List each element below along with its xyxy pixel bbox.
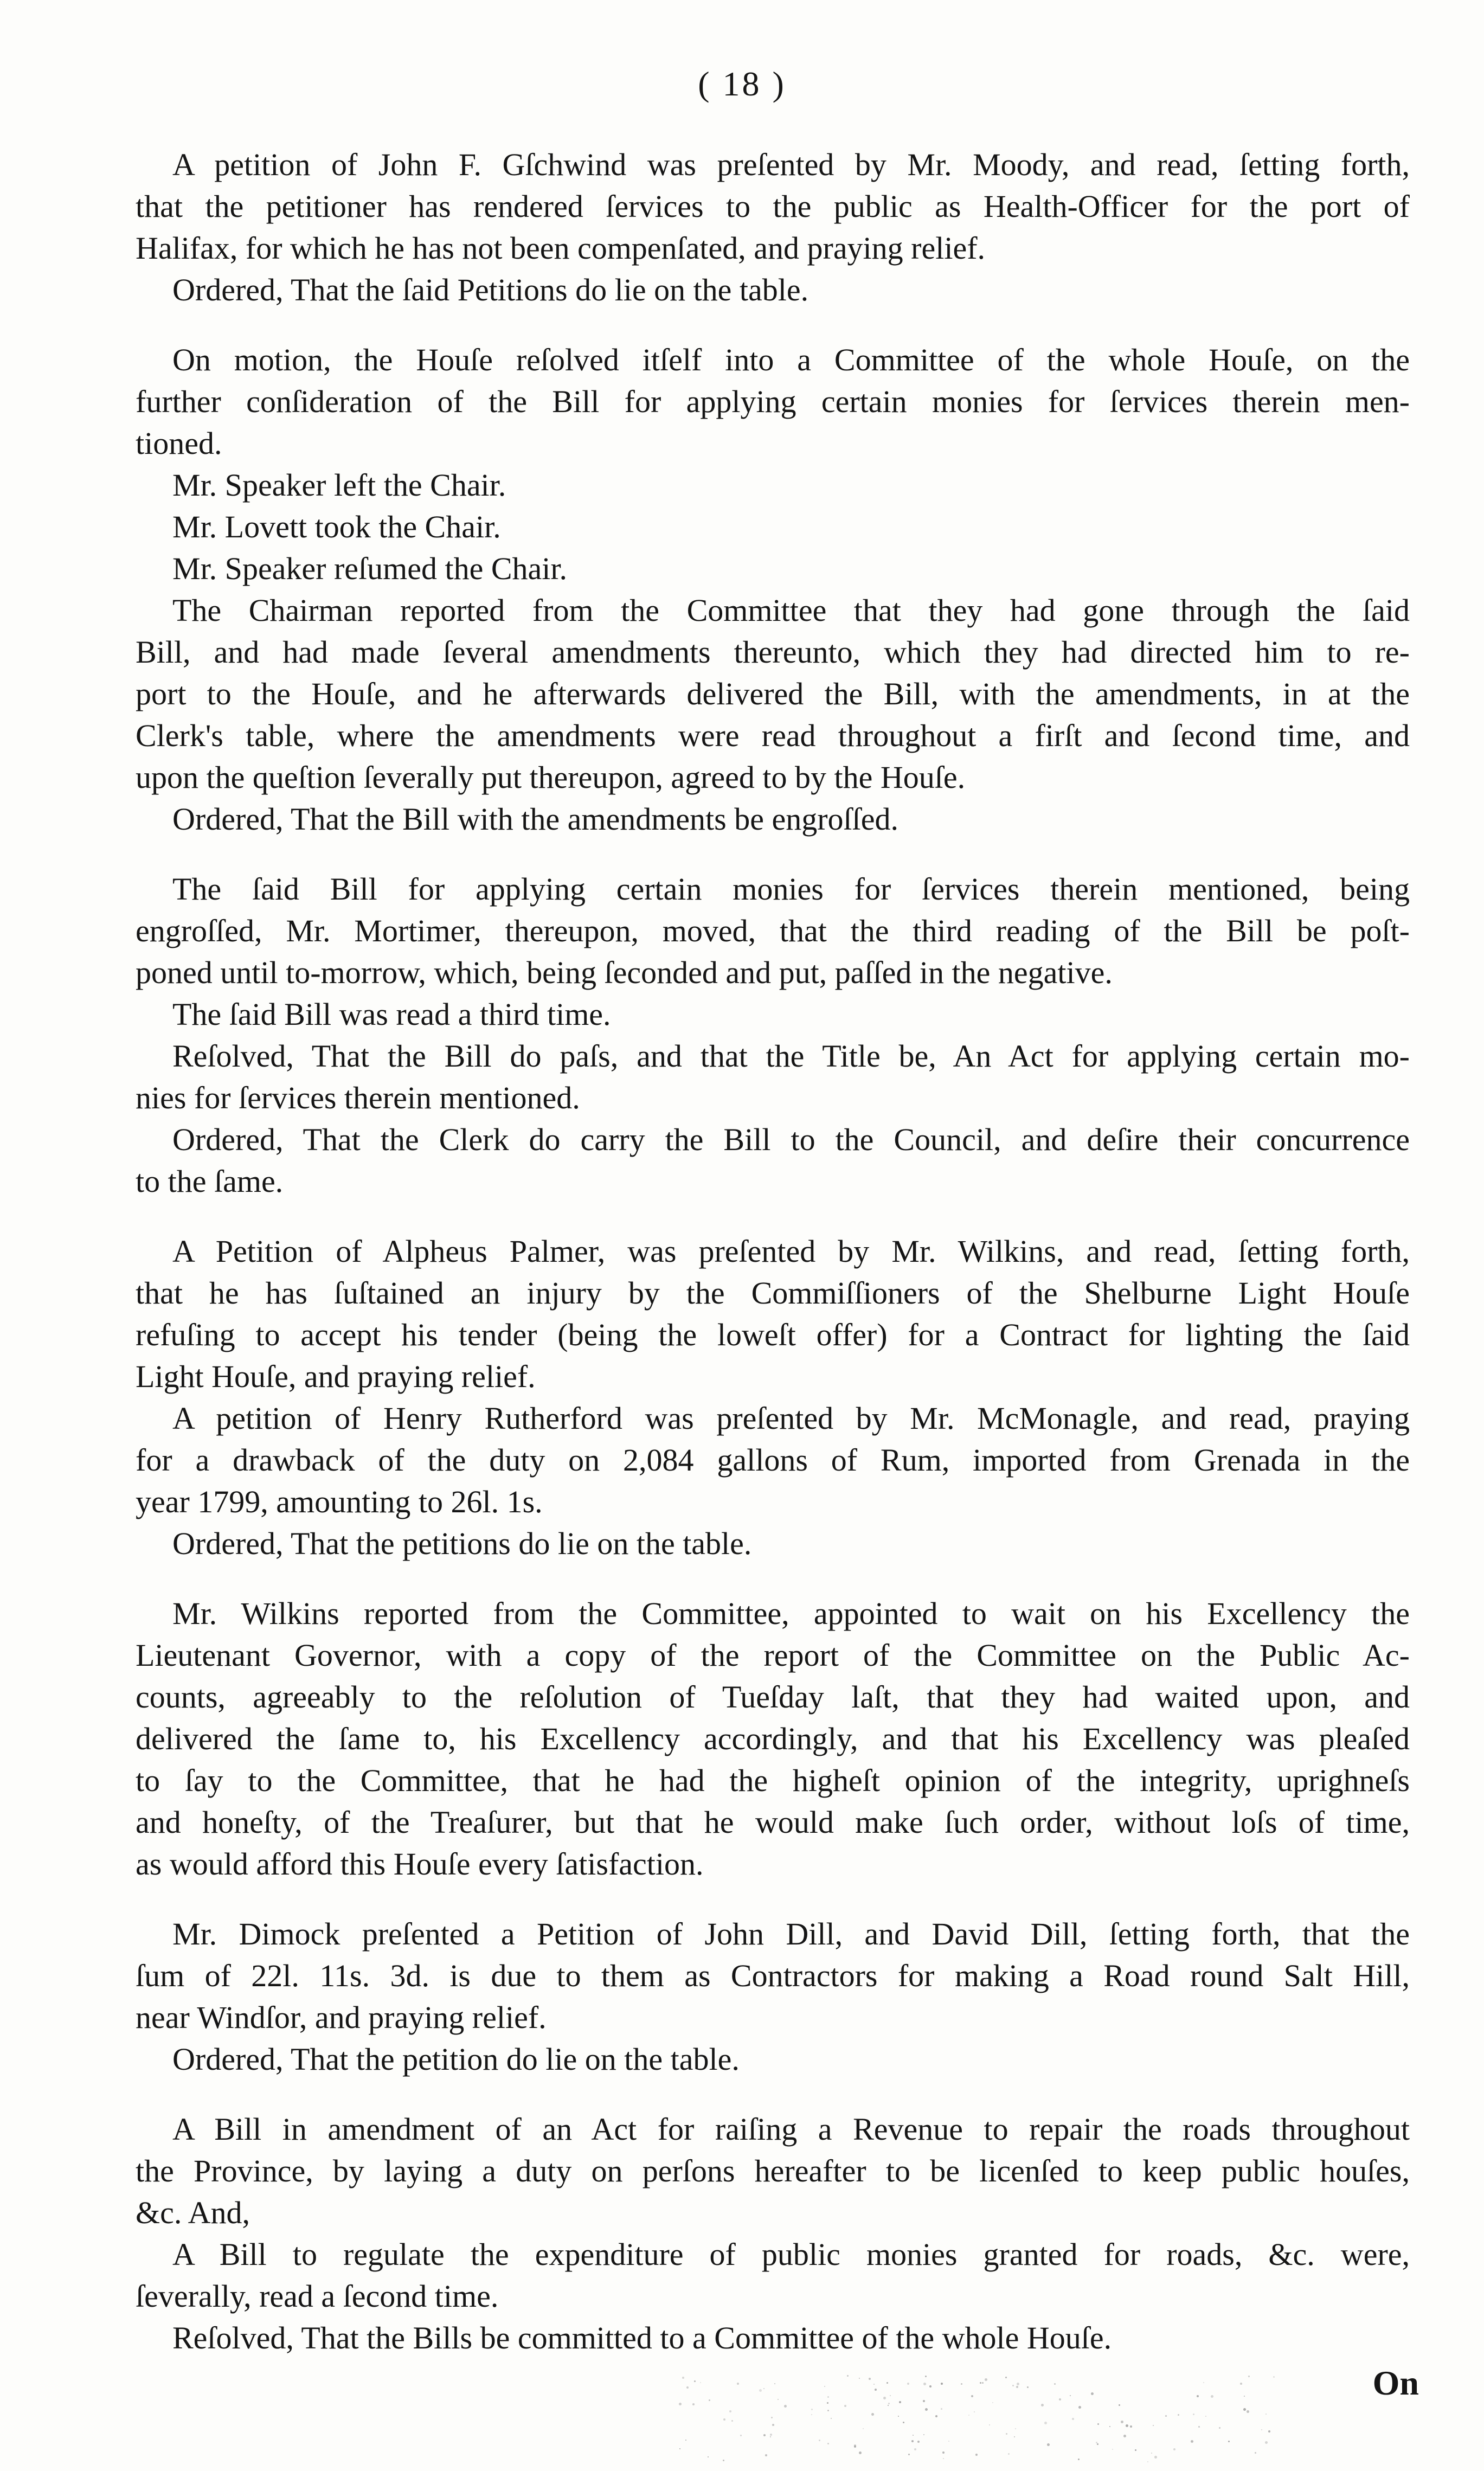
text-line: Ordered, That the petitions do lie on the table.	[172, 1526, 752, 1561]
speck	[903, 2422, 904, 2423]
speck	[763, 2434, 766, 2436]
text-line: Ordered, That the ſaid Petitions do lie on the table.	[172, 272, 809, 307]
speck	[778, 2399, 779, 2400]
paragraph	[136, 1593, 1410, 1885]
speck	[859, 2451, 862, 2454]
speck	[1165, 2415, 1167, 2417]
speck	[1154, 2456, 1157, 2459]
speck	[971, 2395, 973, 2397]
speck	[1096, 2442, 1097, 2443]
paragraph	[136, 506, 1410, 548]
speck	[917, 2441, 920, 2443]
speck	[871, 2413, 874, 2416]
catch-word: On	[1372, 2364, 1419, 2402]
paragraph	[136, 1397, 1410, 1523]
paragraph	[136, 868, 1410, 993]
speck	[859, 2378, 860, 2379]
speck	[992, 2402, 993, 2403]
speck	[888, 2405, 889, 2406]
speck	[679, 2448, 680, 2449]
speck	[1005, 2377, 1007, 2378]
speck	[1205, 2416, 1206, 2417]
speck	[1017, 2383, 1019, 2385]
speck	[1211, 2395, 1213, 2398]
text-line: nies for ſervices therein mentioned.	[136, 1080, 580, 1115]
page-number: ( 18 )	[698, 65, 786, 103]
paragraph	[136, 339, 1410, 464]
paragraph	[136, 548, 1410, 589]
text-line: A petition of Henry Rutherford was preſented by Mr. McMonagle, and read, praying	[172, 1401, 1410, 1436]
speck	[1054, 2383, 1056, 2385]
speck	[847, 2375, 849, 2377]
text-line: further conſideration of the Bill for applying certain monies for ſervices therein men-	[136, 384, 1410, 419]
text-line: A Bill in amendment of an Act for raiſing a Revenue to repair the roads throughout	[172, 2111, 1410, 2147]
speck	[1173, 2448, 1175, 2450]
speck	[968, 2415, 969, 2416]
speck	[682, 2377, 684, 2379]
speck	[772, 2424, 774, 2426]
paragraph	[136, 2108, 1410, 2233]
text-line: poned until to-morrow, which, being ſeconded and put, paſſed in the negative.	[136, 955, 1113, 990]
text-line: Halifax, for which he has not been compenſated, and praying relief.	[136, 230, 986, 266]
speck	[771, 2417, 773, 2418]
text-line: Reſolved, That the Bills be committed to a Committee of the whole Houſe.	[172, 2320, 1112, 2356]
text-line: near Windſor, and praying relief.	[136, 2000, 547, 2035]
speck	[811, 2414, 812, 2415]
speck	[1097, 2443, 1098, 2445]
speck	[907, 2383, 909, 2385]
speck	[1191, 2440, 1193, 2443]
speck	[1119, 2404, 1120, 2406]
speck	[1047, 2443, 1050, 2446]
paragraph	[136, 1035, 1410, 1119]
paragraph	[136, 1523, 1410, 1564]
speck	[1109, 2426, 1110, 2427]
speck	[899, 2401, 901, 2403]
speck	[1240, 2383, 1242, 2385]
speck	[1027, 2386, 1029, 2388]
speck	[925, 2376, 927, 2377]
text-line: The ſaid Bill was read a third time.	[172, 997, 611, 1032]
speck	[1014, 2436, 1015, 2437]
text-line: to the ſame.	[136, 1164, 284, 1199]
text-line: for a drawback of the duty on 2,084 gallons of Rum, imported from Grenada in the	[136, 1442, 1410, 1478]
text-line: Mr. Speaker left the Chair.	[172, 467, 506, 503]
speck	[1135, 2449, 1136, 2451]
speck	[827, 2443, 829, 2444]
speck	[784, 2405, 787, 2408]
text-line: A petition of John F. Gſchwind was preſented by Mr. Moody, and read, ſetting forth,	[172, 147, 1410, 182]
text-line: Ordered, That the petition do lie on the table.	[172, 2042, 740, 2077]
speck	[827, 2396, 829, 2398]
text-line: A Bill to regulate the expenditure of public monies granted for roads, &c. were,	[172, 2237, 1410, 2272]
speck	[709, 2399, 710, 2401]
speck	[731, 2420, 733, 2422]
speck	[982, 2382, 984, 2384]
speck	[737, 2383, 739, 2385]
paragraph	[136, 1913, 1410, 2038]
speck	[1072, 2418, 1074, 2420]
speck	[1261, 2429, 1262, 2430]
speck	[1130, 2425, 1132, 2428]
speck	[1244, 2396, 1245, 2397]
speck	[898, 2416, 899, 2417]
text-line: ſum of 22l. 11s. 3d. is due to them as Contractors for making a Road round Salt Hill,	[136, 1958, 1410, 1993]
text-line: Ordered, That the Clerk do carry the Bill to the Council, and deſire their concurrence	[172, 1122, 1410, 1157]
speck	[925, 2408, 928, 2411]
speck	[961, 2383, 962, 2385]
text-line: port to the Houſe, and he afterwards delivered the Bill, with the amendments, in at the	[136, 676, 1410, 711]
speck	[1265, 2441, 1268, 2444]
speck	[1097, 2423, 1099, 2425]
speck	[685, 2440, 686, 2441]
speck	[980, 2382, 981, 2384]
speck	[1078, 2459, 1080, 2460]
speck	[929, 2385, 931, 2387]
speck	[989, 2424, 990, 2425]
speck	[923, 2400, 925, 2402]
speck	[1121, 2421, 1123, 2423]
speck	[975, 2454, 978, 2456]
speck	[1203, 2382, 1204, 2383]
paragraph	[136, 1119, 1410, 1202]
speck	[888, 2403, 890, 2404]
text-line: engroſſed, Mr. Mortimer, thereupon, moved, that the third reading of the Bill be poſt-	[136, 913, 1410, 948]
speck	[890, 2395, 891, 2396]
speck	[700, 2382, 701, 2383]
speck	[923, 2383, 926, 2385]
speck	[1153, 2425, 1154, 2426]
paragraph	[136, 589, 1410, 798]
document-body	[136, 144, 1410, 2359]
speck	[723, 2418, 725, 2421]
speck	[831, 2418, 832, 2419]
speck	[941, 2408, 942, 2410]
speck	[1044, 2422, 1047, 2424]
speck	[985, 2378, 987, 2381]
speck	[1255, 2452, 1256, 2454]
speck	[886, 2382, 888, 2384]
speck	[759, 2389, 762, 2392]
speck	[1015, 2428, 1016, 2429]
speck	[765, 2454, 767, 2456]
speck	[1268, 2430, 1270, 2433]
text-line: Mr. Speaker reſumed the Chair.	[172, 551, 568, 586]
speck	[1265, 2414, 1267, 2415]
speck	[844, 2405, 846, 2407]
text-line: Mr. Wilkins reported from the Committee, appointed to wait on his Excellency the	[172, 1596, 1410, 1631]
speck	[883, 2397, 886, 2399]
speck	[1078, 2406, 1081, 2409]
speck	[1228, 2441, 1230, 2442]
speck	[923, 2434, 924, 2435]
speck	[1243, 2408, 1246, 2411]
text-line: year 1799, amounting to 26l. 1s.	[136, 1484, 543, 1519]
paragraph	[136, 144, 1410, 269]
speck	[770, 2436, 771, 2437]
speck	[1041, 2404, 1044, 2406]
text-line: refuſing to accept his tender (being the loweſt offer) for a Contract for lighting the ſaid	[136, 1317, 1410, 1352]
speck	[1123, 2435, 1126, 2437]
speck	[770, 2434, 772, 2436]
speck	[1247, 2410, 1249, 2413]
speck	[692, 2403, 695, 2405]
paragraph	[136, 269, 1410, 311]
speck	[935, 2415, 937, 2417]
text-line: Mr. Lovett took the Chair.	[172, 509, 501, 544]
speck	[908, 2454, 910, 2455]
speck	[1248, 2376, 1250, 2377]
speck	[913, 2435, 914, 2436]
speck	[943, 2458, 944, 2459]
speck	[827, 2402, 828, 2404]
speck	[941, 2383, 943, 2385]
speck	[911, 2440, 914, 2442]
speck	[708, 2456, 709, 2457]
text-line: tioned.	[136, 426, 222, 461]
speck	[1059, 2398, 1061, 2401]
speck	[863, 2428, 864, 2429]
paragraph	[136, 2317, 1410, 2359]
text-line: upon the queſtion ſeverally put thereupon, agreed to by the Houſe.	[136, 760, 966, 795]
text-line: Reſolved, That the Bill do paſs, and that the Title be, An Act for applying certain mo-	[172, 1038, 1410, 1074]
speck	[740, 2435, 742, 2436]
speck	[1219, 2427, 1220, 2429]
speck	[686, 2386, 689, 2389]
text-line: &c. And,	[136, 2195, 250, 2230]
speck	[942, 2451, 945, 2454]
speck	[824, 2386, 825, 2387]
speck	[869, 2378, 871, 2380]
speck	[774, 2383, 775, 2384]
text-line: The ſaid Bill for applying certain monies for ſervices therein mentioned, being	[172, 871, 1410, 907]
text-line: Bill, and had made ſeveral amendments thereunto, which they had directed him to re-	[136, 634, 1410, 670]
text-line: that he has ſuſtained an injury by the Commiſſioners of the Shelburne Light Houſe	[136, 1275, 1410, 1311]
text-line: and honeſty, of the Treaſurer, but that he would make ſuch order, without loſs of time,	[136, 1805, 1410, 1840]
speck	[763, 2388, 765, 2389]
speck	[729, 2410, 731, 2412]
speck	[1112, 2449, 1113, 2450]
text-line: The Chairman reported from the Committee that they had gone through the ſaid	[172, 593, 1410, 628]
text-line: Ordered, That the Bill with the amendments be engroſſed.	[172, 801, 899, 837]
speck	[854, 2446, 856, 2448]
speck	[974, 2411, 975, 2412]
speck	[948, 2441, 949, 2442]
speck	[1008, 2453, 1010, 2455]
text-line: Lieutenant Governor, with a copy of the report of the Committee on the Public Ac-	[136, 1638, 1410, 1673]
text-line: On motion, the Houſe reſolved itſelf into a Committee of the whole Houſe, on the	[172, 342, 1410, 377]
text-line: as would afford this Houſe every ſatisfaction.	[136, 1846, 704, 1882]
speck	[1151, 2453, 1152, 2454]
text-line: Mr. Dimock preſented a Petition of John Dill, and David Dill, ſetting forth, that the	[172, 1916, 1410, 1952]
speck	[694, 2380, 696, 2382]
paragraph	[136, 798, 1410, 840]
speck	[1012, 2385, 1014, 2386]
speck	[1091, 2392, 1094, 2395]
paragraph	[136, 2233, 1410, 2317]
speck	[1126, 2424, 1128, 2427]
speck	[1197, 2395, 1199, 2397]
text-line: Light Houſe, and praying relief.	[136, 1359, 536, 1394]
paragraph	[136, 464, 1410, 506]
paragraph	[136, 993, 1410, 1035]
text-line: A Petition of Alpheus Palmer, was preſented by Mr. Wilkins, and read, ſetting forth,	[172, 1234, 1410, 1269]
speck	[1273, 2376, 1275, 2378]
paragraph	[136, 2038, 1410, 2080]
speck	[1070, 2395, 1071, 2396]
text-line: the Province, by laying a duty on perſons hereafter to be licenſed to keep public houſes,	[136, 2153, 1410, 2188]
speck	[873, 2384, 875, 2385]
speck	[723, 2460, 724, 2461]
speck	[1006, 2433, 1007, 2435]
text-line: counts, agreeably to the reſolution of Tueſday laſt, that they had waited upon, and	[136, 1679, 1410, 1715]
speck	[1193, 2414, 1194, 2415]
text-line: ſeverally, read a ſecond time.	[136, 2279, 499, 2314]
text-line: to ſay to the Committee, that he had the higheſt opinion of the integrity, uprighneſs	[136, 1763, 1410, 1798]
speck	[811, 2409, 813, 2410]
speck	[1178, 2414, 1179, 2416]
speck	[819, 2440, 820, 2441]
speck	[679, 2403, 682, 2405]
speck	[914, 2448, 916, 2450]
speck	[1198, 2426, 1200, 2428]
text-line: delivered the ſame to, his Excellency accordingly, and that his Excellency was pleaſed	[136, 1721, 1410, 1756]
text-line: Clerk's table, where the amendments were read throughout a firſt and ſecond time, and	[136, 718, 1410, 753]
speck	[827, 2410, 829, 2411]
speck	[875, 2389, 877, 2391]
speck	[1016, 2386, 1018, 2388]
speck	[1147, 2461, 1148, 2462]
paragraph	[136, 1230, 1410, 1397]
text-line: that the petitioner has rendered ſervices to the public as Health-Officer for the port of	[136, 189, 1410, 224]
